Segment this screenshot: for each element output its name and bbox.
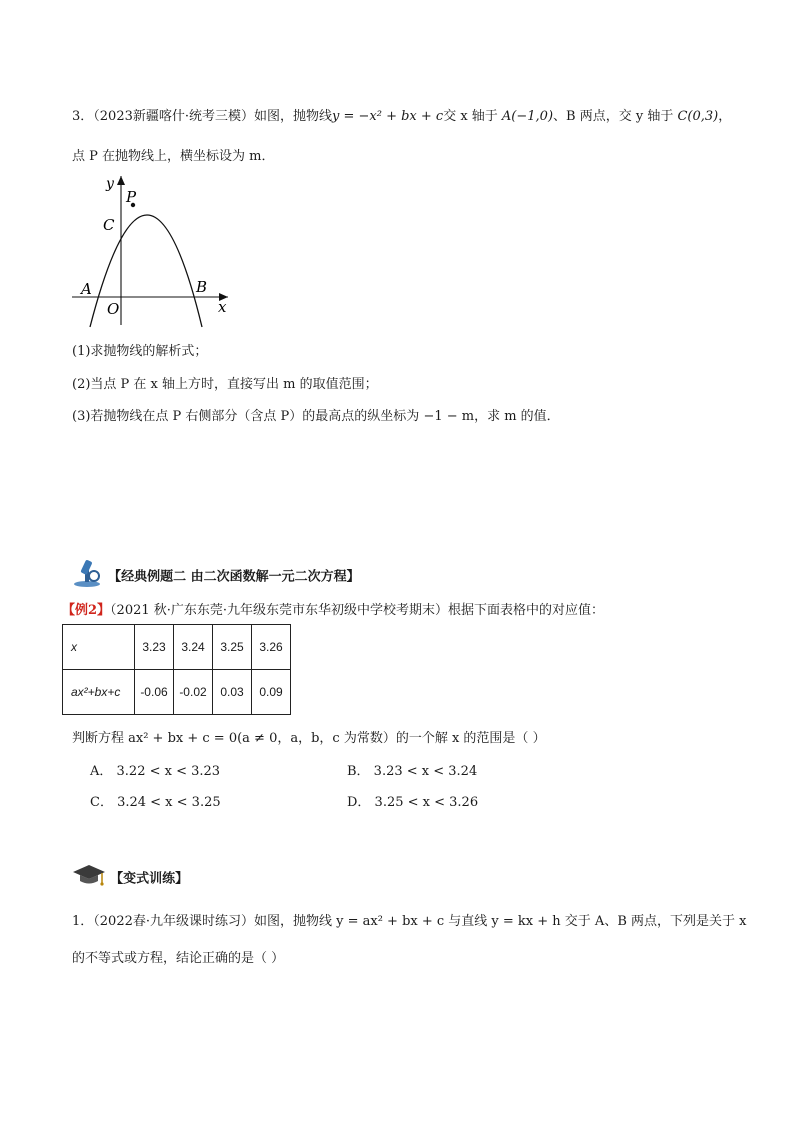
table-cell: 0.03 — [213, 670, 252, 715]
option-a[interactable]: A． 3.22 < x < 3.23 — [90, 764, 221, 779]
section3-title: 【变式训练】 — [110, 871, 189, 887]
table-cell: -0.06 — [135, 670, 174, 715]
example2-line — [62, 599, 604, 618]
table-cell: ax²+bx+c — [63, 670, 135, 715]
table-row — [63, 670, 291, 715]
option-c[interactable]: C． 3.24 < x < 3.25 — [90, 795, 221, 810]
table-cell: 3.25 — [213, 625, 252, 670]
q3-text-mid: 交 x 轴于 — [443, 109, 502, 124]
label-o: O — [107, 300, 120, 318]
y-label: y — [106, 176, 114, 192]
q3-intro: 3．（2023新疆喀什·统考三模）如图，抛物线 — [72, 109, 332, 124]
option-b[interactable]: B． 3.23 < x < 3.24 — [347, 764, 478, 779]
label-b: B — [196, 278, 208, 296]
q3-line2: 点 P 在抛物线上，横坐标设为 m． — [72, 149, 275, 164]
microscope-icon — [72, 558, 104, 592]
q3-line1 — [72, 105, 731, 124]
section2-header — [72, 558, 360, 588]
table-cell: x — [63, 625, 135, 670]
q3-text-mid2: 、B 两点，交 y 轴于 — [553, 109, 678, 124]
q3-sub3: (3)若抛物线在点 P 右侧部分（含点 P）的最高点的纵坐标为 −1 − m，求 m 的值． — [72, 409, 560, 424]
judge-question: 判断方程 ax² + bx + c = 0(a ≠ 0，a，b，c 为常数）的一个解 x 的范围是（ ） — [72, 731, 546, 746]
table-cell: 3.26 — [252, 625, 291, 670]
label-c: C — [103, 216, 115, 234]
practice1-line1: 1．（2022春·九年级课时练习）如图，抛物线 y = ax² + bx + c 与直线 y = kx + h 交于 A、B 两点，下列是关于 x — [72, 914, 747, 929]
parabola-graph — [66, 170, 246, 330]
table-cell: 0.09 — [252, 670, 291, 715]
section3-header — [72, 862, 188, 890]
q3-text-end: ， — [718, 109, 732, 124]
table-cell: 3.24 — [174, 625, 213, 670]
x-label: x — [218, 298, 227, 316]
label-p: P — [126, 188, 137, 206]
practice1-line2: 的不等式或方程，结论正确的是（ ） — [72, 951, 285, 966]
option-d[interactable]: D． 3.25 < x < 3.26 — [347, 795, 479, 810]
value-table — [62, 624, 291, 715]
section2-title: 【经典例题二 由二次函数解一元二次方程】 — [108, 569, 360, 585]
q3-point-c: C(0,3) — [677, 109, 719, 124]
example2-text: （2021 秋·广东东莞·九年级东莞市东华初级中学校考期末）根据下面表格中的对应值： — [110, 603, 605, 618]
table-cell: -0.02 — [174, 670, 213, 715]
graduation-cap-icon — [72, 862, 106, 892]
y-axis-arrow — [117, 176, 125, 185]
q3-sub2: (2)当点 P 在 x 轴上方时，直接写出 m 的取值范围； — [72, 377, 378, 392]
label-a: A — [81, 280, 92, 298]
q3-equation: y = −x² + bx + c — [332, 109, 444, 124]
table-row — [63, 625, 291, 670]
table-cell: 3.23 — [135, 625, 174, 670]
q3-point-a: A(−1,0) — [501, 109, 554, 124]
q3-sub1: (1)求抛物线的解析式； — [72, 344, 208, 359]
example2-tag: 【例2】 — [62, 603, 111, 618]
